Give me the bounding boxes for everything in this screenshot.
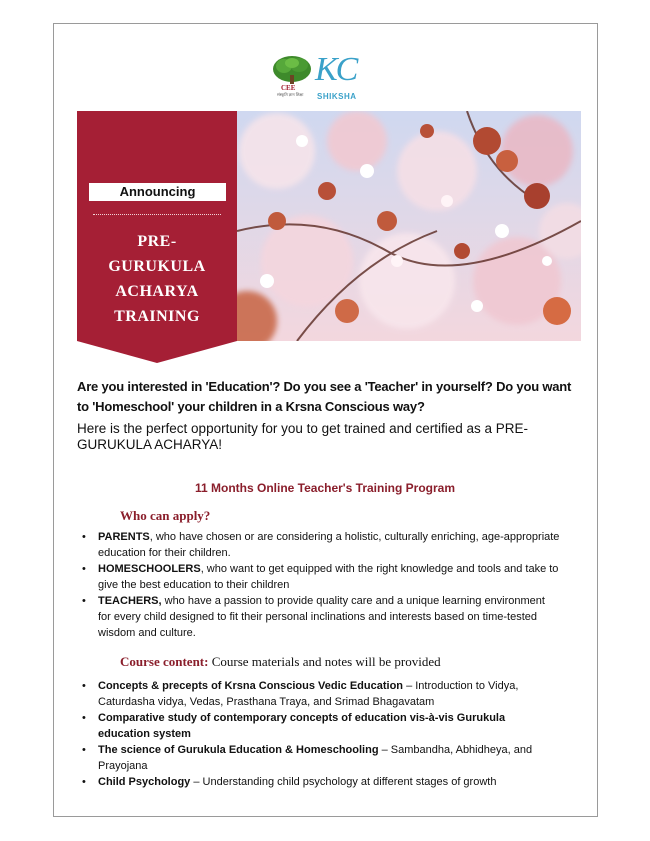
cee-subtitle: संस्कृति ज्ञान शिक्षा bbox=[277, 92, 304, 97]
course-list bbox=[80, 678, 560, 790]
logo-group bbox=[271, 51, 371, 105]
list-item: • TEACHERS, who have a passion to provide quality care and a unique learning environment for every child designed to fit their personal inclinations and interests based on time-tested wisdom and culture. bbox=[80, 593, 560, 641]
cee-label: CEE bbox=[281, 84, 296, 92]
banner-title-line: GURUKULA bbox=[108, 258, 206, 275]
kc-logo: KC bbox=[315, 51, 357, 88]
list-item: • Child Psychology – Understanding child psychology at different stages of growth bbox=[80, 774, 560, 790]
who-heading: Who can apply? bbox=[120, 508, 211, 523]
banner-title bbox=[77, 229, 237, 329]
banner-title-line: ACHARYA bbox=[115, 283, 199, 300]
banner-title-line: PRE- bbox=[137, 233, 177, 250]
intro-opportunity: Here is the perfect opportunity for you to get trained and certified as a PRE-GURUKULA ACHARYA! bbox=[77, 421, 528, 452]
shiksha-label: SHIKSHA bbox=[317, 92, 357, 101]
who-list bbox=[80, 529, 560, 641]
blossom-photo bbox=[237, 111, 581, 341]
course-heading: Course content: Course materials and notes will be provided bbox=[120, 654, 441, 669]
list-item: • The science of Gurukula Education & Homeschooling – Sambandha, Abhidheya, and Prayojana bbox=[80, 742, 560, 774]
list-item: • Comparative study of contemporary concepts of education vis-à-vis Gurukula education system bbox=[80, 710, 560, 742]
program-title: 11 Months Online Teacher's Training Program bbox=[194, 481, 456, 495]
intro-question: Are you interested in 'Education'? Do you see a 'Teacher' in yourself? Do you want to 'Homeschool' your children in a Krsna Conscious way? bbox=[77, 379, 572, 414]
dotted-divider bbox=[93, 214, 221, 215]
list-item: • HOMESCHOOLERS, who want to get equipped with the right knowledge and tools and take to give the best education to their children bbox=[80, 561, 560, 593]
announcement-banner bbox=[77, 111, 581, 341]
list-item: • Concepts & precepts of Krsna Conscious Vedic Education – Introduction to Vidya, Caturdasha vidya, Vedas, Prasthana Traya, and Srimad Bhagavatam bbox=[80, 678, 560, 710]
banner-title-line: TRAINING bbox=[114, 308, 200, 325]
list-item: • PARENTS, who have chosen or are considering a holistic, culturally enriching, age-appropriate education for their children. bbox=[80, 529, 560, 561]
announcing-label: Announcing bbox=[89, 183, 226, 201]
